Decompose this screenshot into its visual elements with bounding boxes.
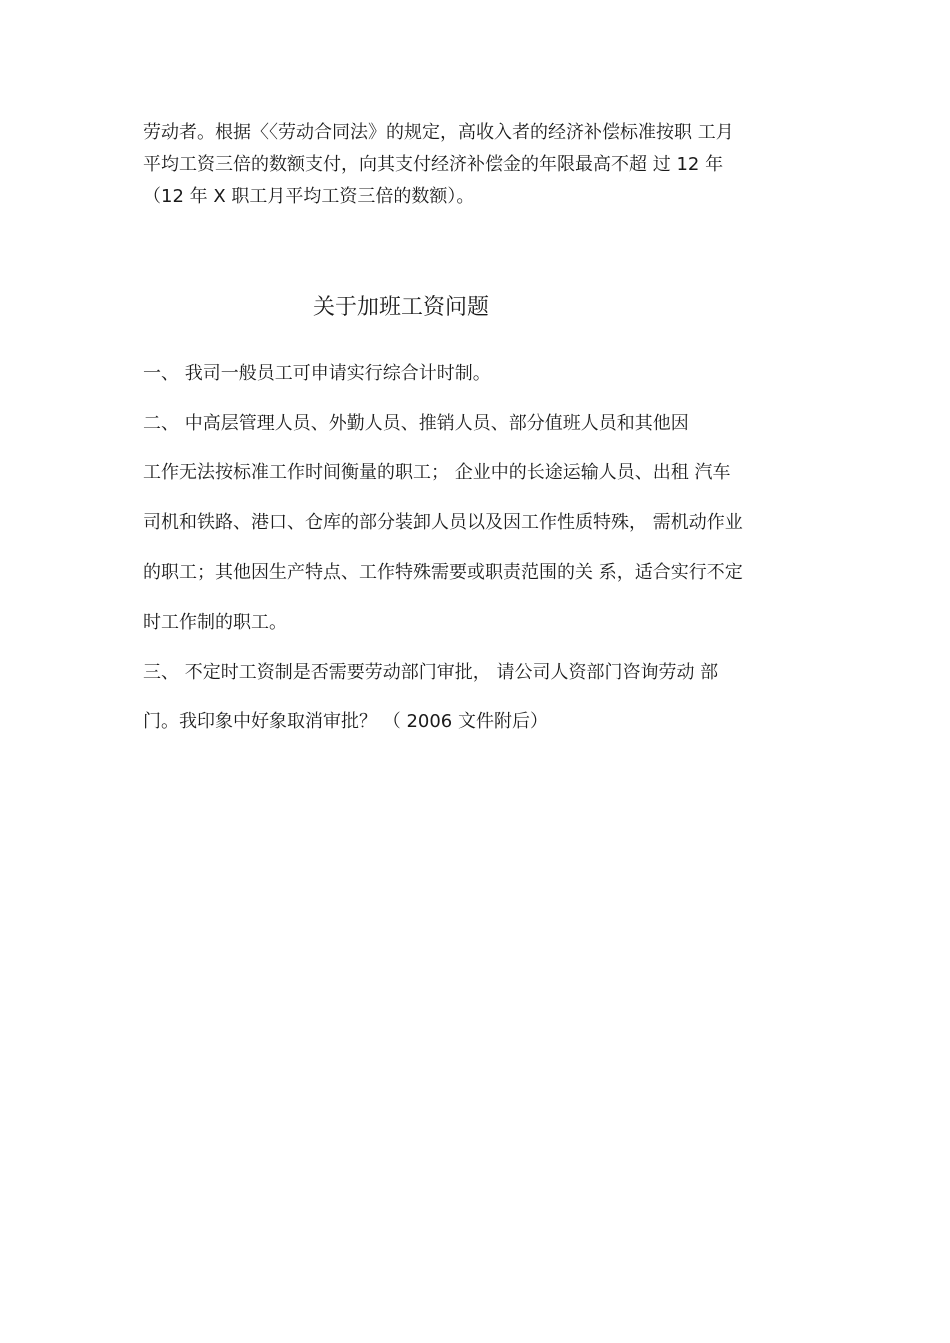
intro-line-1: 劳动者。根据〈〈劳动合同法》的规定，高收入者的经济补偿标准按职 工月 [143, 122, 734, 143]
item-2-line-3: 司机和铁路、港口、仓库的部分装卸人员以及因工作性质特殊， 需机动作业 [143, 512, 743, 533]
item-3-line-1: 三、 不定时工资制是否需要劳动部门审批， 请公司人资部门咨询劳动 部 [143, 662, 719, 683]
intro-line-2: 平均工资三倍的数额支付，向其支付经济补偿金的年限最高不超 过 12 年 [143, 154, 724, 175]
item-2-line-5: 时工作制的职工。 [143, 612, 287, 633]
section-title: 关于加班工资问题 [313, 295, 490, 320]
item-1-line: 一、 我司一般员工可申请实行综合计时制。 [143, 363, 491, 384]
item-2-line-4: 的职工；其他因生产特点、工作特殊需要或职责范围的关 系，适合实行不定 [143, 562, 743, 583]
item-2-line-2: 工作无法按标准工作时间衡量的职工； 企业中的长途运输人员、出租 汽车 [143, 462, 731, 483]
item-2-line-1: 二、 中高层管理人员、外勤人员、推销人员、部分值班人员和其他因 [143, 413, 689, 434]
item-3-line-2: 门。我印象中好象取消审批？ （ 2006 文件附后） [143, 711, 548, 732]
intro-line-3: （12 年 X 职工月平均工资三倍的数额）。 [143, 186, 475, 207]
